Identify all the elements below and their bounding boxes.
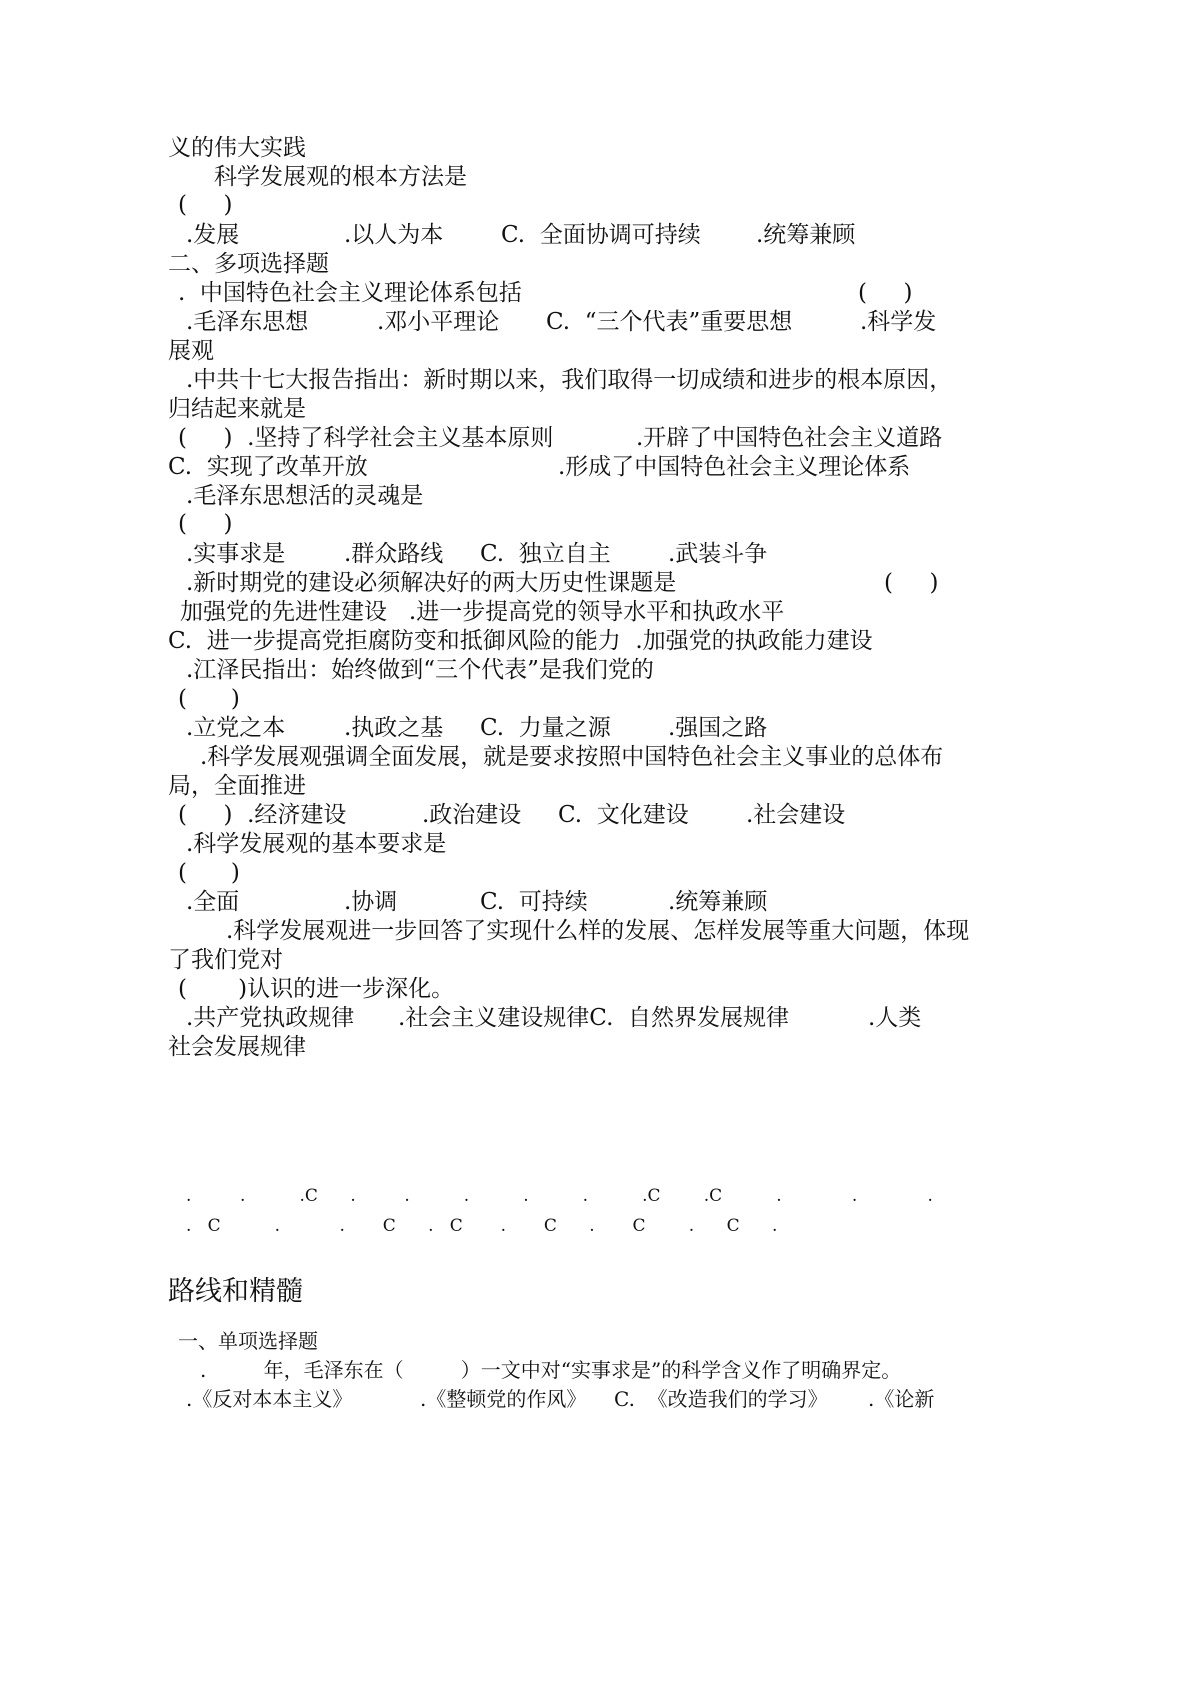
option-a: .立党之本 [186,715,286,741]
answer-blank: ( ) [884,570,939,596]
question-text: . 中国特色社会主义理论体系包括 [178,280,522,306]
question-text: .科学发展观进一步回答了实现什么样的发展、怎样发展等重大问题，体现 [226,918,970,944]
answer-blank: ( ) [178,511,233,537]
question-text: .中共十七大报告指出：新时期以来，我们取得一切成绩和进步的根本原因， [186,367,953,393]
text-line: 社会发展规律 [168,1034,306,1060]
option-a: .实事求是 [186,541,286,567]
question-text: . 年，毛泽东在（ ）一文中对“实事求是”的科学含义作了明确界定。 [200,1358,902,1382]
section-heading: 一、单项选择题 [178,1329,318,1353]
question-text: .科学发展观的基本要求是 [186,831,447,857]
option-c: C. 力量之源 [480,715,611,741]
option-b: .政治建设 [422,802,522,828]
option-d: .《论新 [868,1387,935,1411]
option-d: .人类 [868,1005,922,1031]
answer-key-row: . C . . C . C . C . C . C . [186,1216,778,1236]
option-c: C. 文化建设 [558,802,689,828]
option-a: .全面 [186,889,240,915]
question-text: .江泽民指出：始终做到“三个代表”是我们党的 [186,657,654,683]
answer-blank: ( ) [178,860,240,886]
option-c: C. 独立自主 [480,541,611,567]
option-line: 加强党的先进性建设 .进一步提高党的领导水平和执政水平 [180,599,785,625]
chapter-title: 路线和精髓 [168,1276,303,1307]
option-d: .形成了中国特色社会主义理论体系 [558,454,911,480]
option-b: .群众路线 [344,541,444,567]
question-text: .新时期党的建设必须解决好的两大历史性课题是 [186,570,677,596]
option-a: .共产党执政规律 [186,1005,355,1031]
option-b: .协调 [344,889,398,915]
option-b: .以人为本 [344,222,444,248]
text-line: 局，全面推进 [168,773,306,799]
option-d: .武装斗争 [668,541,768,567]
question-text: .科学发展观强调全面发展，就是要求按照中国特色社会主义事业的总体布 [200,744,944,770]
option-c: C. 可持续 [480,889,588,915]
option-b: .《整顿党的作风》 [420,1387,587,1411]
text-line: 了我们党对 [168,947,283,973]
option-b: .邓小平理论 [377,309,500,335]
answer-blank: ( ) [858,280,913,306]
answer-key-row: . . .C . . . . . .C .C . . . [186,1186,933,1206]
option-c: C. 全面协调可持续 [501,222,701,248]
option-a: ( ) .坚持了科学社会主义基本原则 [178,425,554,451]
option-c: C. 实现了改革开放 [168,454,368,480]
option-line: C. 进一步提高党拒腐防变和抵御风险的能力 .加强党的执政能力建设 [168,628,873,654]
text-line: 归结起来就是 [168,396,306,422]
option-c: C. 《改造我们的学习》 [614,1387,828,1411]
option-c: C. “三个代表”重要思想 [546,309,793,335]
answer-blank: ( ) [178,686,240,712]
answer-blank: ( ) [178,192,233,218]
option-a: .《反对本本主义》 [186,1387,353,1411]
option-b: .执政之基 [344,715,444,741]
option-d: .统筹兼顾 [756,222,856,248]
option-b: .开辟了中国特色社会主义道路 [636,425,943,451]
option-a: .毛泽东思想 [186,309,309,335]
question-text: 科学发展观的根本方法是 [214,164,467,190]
option-d: .强国之路 [668,715,768,741]
option-a: ( ) .经济建设 [178,802,347,828]
option-a: .发展 [186,222,240,248]
text-line: ( )认识的进一步深化。 [178,976,455,1002]
section-heading: 二、多项选择题 [168,251,329,277]
text-line: 义的伟大实践 [168,135,306,161]
option-d: .统筹兼顾 [668,889,768,915]
option-d: .科学发 [860,309,937,335]
option-bc: .社会主义建设规律C. 自然界发展规律 [398,1005,790,1031]
question-text: .毛泽东思想活的灵魂是 [186,483,424,509]
text-line: 展观 [168,338,214,364]
option-d: .社会建设 [746,802,846,828]
